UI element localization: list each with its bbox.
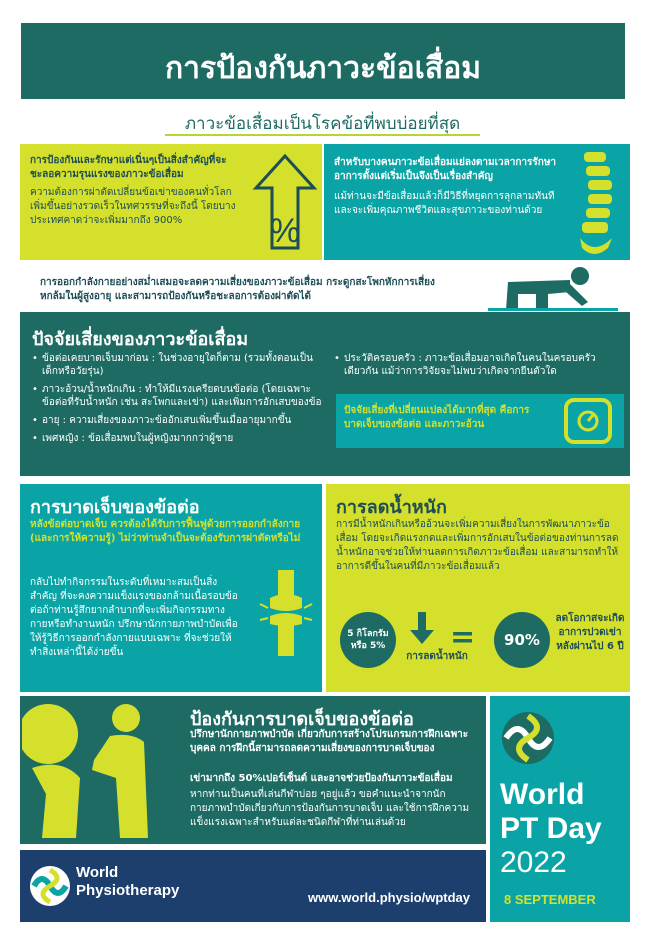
weight-stat-label: การลดน้ำหนัก [406,651,468,662]
prevent-injury-bold: ปรึกษานักกายภาพบำบัด เกี่ยวกับการสร้างโปรแกรมการฝึกเฉพาะบุคคล การฝึกนี้สามารถลดความเสี่ยงของการบาดเจ็บของ [190,729,469,754]
list-item: • ข้อต่อเคยบาดเจ็บมาก่อน : ในช่วงอายุใดก็ตาม (รวมทั้งตอนเป็นเด็กหรือวัยรุ่น) [32,352,322,378]
intro-right-panel [324,144,630,260]
down-arrow-icon [410,612,434,646]
website-link[interactable]: www.world.physio/wptday [307,890,470,905]
prevent-injury-body1: เข่ามากถึง 50%เปอร์เซ็นต์ และอาจช่วยป้องกันภาวะข้อเสื่อม [190,773,453,784]
risk-factors-list-right [334,352,624,383]
weight-stat-badge [340,612,396,668]
pain-stat-value: 90% [504,631,540,649]
weight-stat-value: 5 กิโลกรัม หรือ 5% [347,629,389,651]
pain-stat-badge [494,612,550,668]
subtitle-underline [165,134,480,136]
list-item: • อายุ : ความเสี่ยงของภาวะข้ออักเสบเพิ่มขึ้นเมื่ออายุมากขึ้น [32,414,322,427]
joint-injury-panel [20,484,322,692]
weight-loss-body: การมีน้ำหนักเกินหรืออ้วนจะเพิ่มความเสี่ยงในการพัฒนาภาวะข้อเสื่อม โดยจะเกิดแรงกดและเพิ่มการอักเสบในข้อต่อของท่านการลดน้ำหนักอาจช่วยให้ท่านลดการเกิดภาวะข้อเสื่อม และสามารถทำให้อาการดีขึ้นในคนที่มีภาวะข้อเสื่อมแล้ว [336,519,619,572]
prevent-injury-title: ป้องกันการบาดเจ็บของข้อต่อ [190,709,414,730]
prevent-injury-body2: หากท่านเป็นคนที่เล่นกีฬาบ่อย ๆอยู่แล้ว ขอคำแนะนำจากนักกายภาพบำบัดเกี่ยวกับการป้องกันการบาดเจ็บ และใช้การฝึกความแข็งแรงเฉพาะสำหรับแต่ละชนิดกีฬาที่ท่านเล่นด้วย [190,789,470,828]
joint-injury-title: การบาดเจ็บของข้อต่อ [30,497,200,518]
risk-factors-list-left [32,352,322,450]
intro-left-panel [20,144,322,260]
risk-highlight-text: ปัจจัยเสี่ยงที่เปลี่ยนแปลงได้มากที่สุด คือการบาดเจ็บของข้อต่อ และภาวะอ้วน [344,405,530,430]
world-physiotherapy-logo [28,864,72,908]
equals-sign: = [450,620,476,655]
intro-right-body: แม้ท่านจะมีข้อเสื่อมแล้วก็มีวิธีที่หยุดการลุกลามทันที และจะเพิ่มคุณภาพชีวิตและสุขภาวะของท่านด้วย [334,191,555,216]
risk-factors-title: ปัจจัยเสี่ยงของภาวะข้อเสื่อม [32,329,249,350]
pain-stat-label: ลดโอกาสจะเกิดอาการปวดเข่าหลังผ่านไป 6 ปี [555,613,625,652]
prevent-injury-panel [20,696,486,844]
list-item: • ประวัติครอบครัว : ภาวะข้อเสื่อมอาจเกิดในคนในครอบครัวเดียวกัน แม้ว่าการวิจัยจะไม่พบว่าเกิดจากยีนตัวใด [334,352,624,378]
org-name-line1: World [76,864,119,881]
page-header [18,20,628,102]
footer-bar [20,850,486,922]
risk-highlight-box [336,394,624,448]
list-item: • เพศหญิง : ข้อเสื่อมพบในผู้หญิงมากกว่าผู้ชาย [32,432,322,445]
svg-text:%: % [269,212,301,250]
joint-injury-body: กลับไปทำกิจกรรมในระดับที่เหมาะสมเป็นสิ่งสำคัญ ที่จะคงความแข็งแรงของกล้ามเนื้อรอบข้อต่อถ้าท่านรู้สึกยากลำบากที่จะเพิ่มกิจกรรมทางกายหรือทำงานหนัก ปรึกษานักกายภาพบำบัดเพื่อให้รู้วิธีการออกกำลังกายแบบเฉพาะ ที่จะช่วยให้ทำสิ่งเหล่านี้ได้ง่ายขึ้น [30,577,238,658]
weight-loss-title: การลดน้ำหนัก [336,497,447,518]
page-subtitle: ภาวะข้อเสื่อมเป็นโรคข้อที่พบบ่อยที่สุด [184,114,461,134]
weight-loss-panel [326,484,630,692]
weighing-scale-icon [558,396,618,446]
exercise-banner [20,266,630,312]
brand-date: 8 SEPTEMBER [504,892,596,907]
intro-left-body: ความต้องการผ่าตัดเปลี่ยนข้อเข่าของคนทั่วโลกเพิ่มขึ้นอย่างรวดเร็วในทศวรรษที่จะถึงนี้ โดยบางประเทศคาดว่าจะเพิ่มมากถึง 900% [30,187,236,226]
world-pt-day-panel [490,696,630,922]
joint-injury-bold: หลังข้อต่อบาดเจ็บ ควรต้องได้รับการฟื้นฟูด้วยการออกกำลังกาย (และการให้ความรู้) ไม่ว่าท่านจำเป็นจะต้องรับการผ่าตัดหรือไม่ [30,519,301,544]
spine-icon [574,148,618,258]
therapist-patient-icon [22,698,162,842]
exercise-text: การออกกำลังกายอย่างสม่ำเสมอจะลดความเสี่ยงของภาวะข้อเสื่อม กระดูกสะโพกหักการเสี่ยงหกล้มในผู้สูงอายุ และสามารถป้องกันหรือชะลอการต้องผ่าตัดได้ [40,277,435,302]
percent-up-arrow-icon [252,152,318,252]
org-name-line2: Physiotherapy [76,882,180,899]
intro-right-bold: สำหรับบางคนภาวะข้อเสื่อมแย่ลงตามเวลาการรักษาอาการตั้งแต่เริ่มเป็นจึงเป็นเรื่องสำคัญ [334,157,557,182]
page-title: การป้องกันภาวะข้อเสื่อม [165,51,481,86]
brand-line2: PT Day [500,812,602,845]
brand-line1: World [500,778,585,811]
world-pt-day-logo [500,710,556,766]
brand-year: 2022 [500,846,567,879]
list-item: • ภาวะอ้วน/น้ำหนักเกิน : ทำให้มีแรงเครียดบนข้อต่อ (โดยเฉพาะข้อต่อที่รับน้ำหนัก เช่น สะโพกและเข่า) และเพิ่มการอักเสบของข้อ [32,383,322,409]
exercise-person-icon [478,262,628,312]
intro-left-bold: การป้องกันและรักษาแต่เนิ่นๆเป็นสิ่งสำคัญที่จะชะลอความรุนแรงของภาวะข้อเสื่อม [30,155,227,180]
knee-joint-icon [256,568,316,658]
risk-factors-panel [20,312,630,476]
